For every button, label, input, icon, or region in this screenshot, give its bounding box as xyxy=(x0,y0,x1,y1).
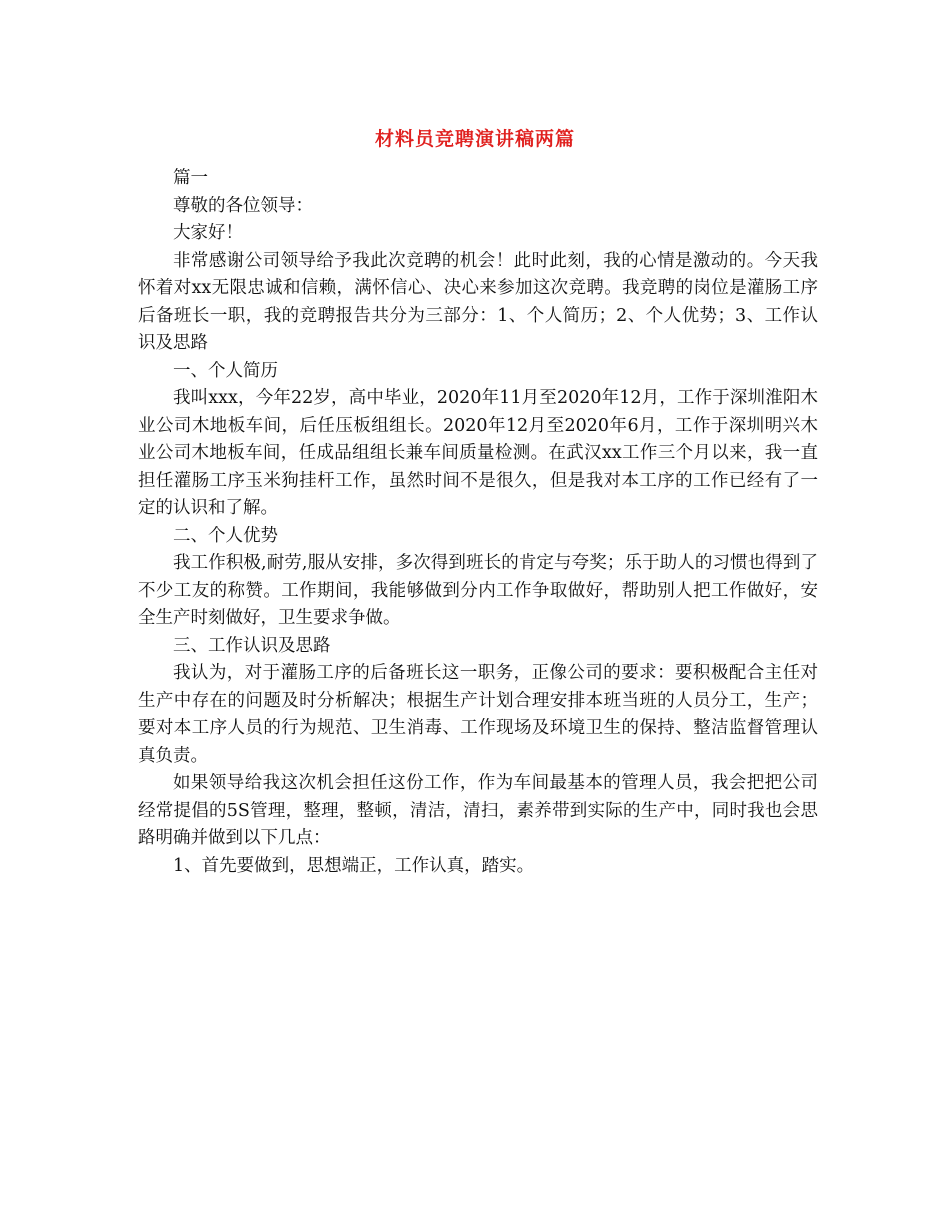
heading-advantages: 二、个人优势 xyxy=(173,525,278,546)
paragraph-commitment: 如果领导给我这次机会担任这份工作，作为车间最基本的管理人员，我会把把公司经常提倡的5S管理，整理，整顿，清洁，清扫，素养带到实际的生产中，同时我也会思路明确并做到以下几点： xyxy=(138,773,818,848)
paragraph-salutation: 尊敬的各位领导： xyxy=(173,195,313,216)
document-title: 材料员竞聘演讲稿两篇 xyxy=(374,128,575,150)
paragraph-resume: 我叫xxx，今年22岁，高中毕业，2020年11月至2020年12月，工作于深圳淮阳木业公司木地板车间，后任压板组组长。2020年12月至2020年6月，工作于深圳明兴木业公司木地板车间，任成品组组长兼车间质量检测。在武汉xx工作三个月以来，我一直担任灌肠工序玉米狗挂杆工作，虽然时间不是很久，但是我对本工序的工作已经有了一定的认识和了解。 xyxy=(138,388,818,518)
heading-work-ideas: 三、工作认识及思路 xyxy=(173,635,331,656)
paragraph-intro: 非常感谢公司领导给予我此次竞聘的机会！此时此刻，我的心情是激动的。今天我怀着对xx无限忠诚和信赖，满怀信心、决心来参加这次竞聘。我竞聘的岗位是灌肠工序后备班长一职，我的竞聘报告共分为三部分：1、个人简历；2、个人优势；3、工作认识及思路 xyxy=(138,250,818,353)
paragraph-work-ideas: 我认为，对于灌肠工序的后备班长这一职务，正像公司的要求：要积极配合主任对生产中存在的问题及时分析解决；根据生产计划合理安排本班当班的人员分工，生产；要对本工序人员的行为规范、卫生消毒、工作现场及环境卫生的保持、整洁监督管理认真负责。 xyxy=(138,663,818,766)
paragraph-advantages: 我工作积极,耐劳,服从安排，多次得到班长的肯定与夸奖；乐于助人的习惯也得到了不少工友的称赞。工作期间，我能够做到分内工作争取做好，帮助别人把工作做好，安全生产时刻做好，卫生要求争做。 xyxy=(138,553,818,628)
paragraph-greeting: 大家好！ xyxy=(173,223,243,243)
heading-resume: 一、个人简历 xyxy=(173,360,278,381)
document-body xyxy=(138,165,818,880)
paragraph-section-label: 篇一 xyxy=(173,168,208,188)
paragraph-point-1: 1、首先要做到，思想端正，工作认真，踏实。 xyxy=(173,855,535,876)
